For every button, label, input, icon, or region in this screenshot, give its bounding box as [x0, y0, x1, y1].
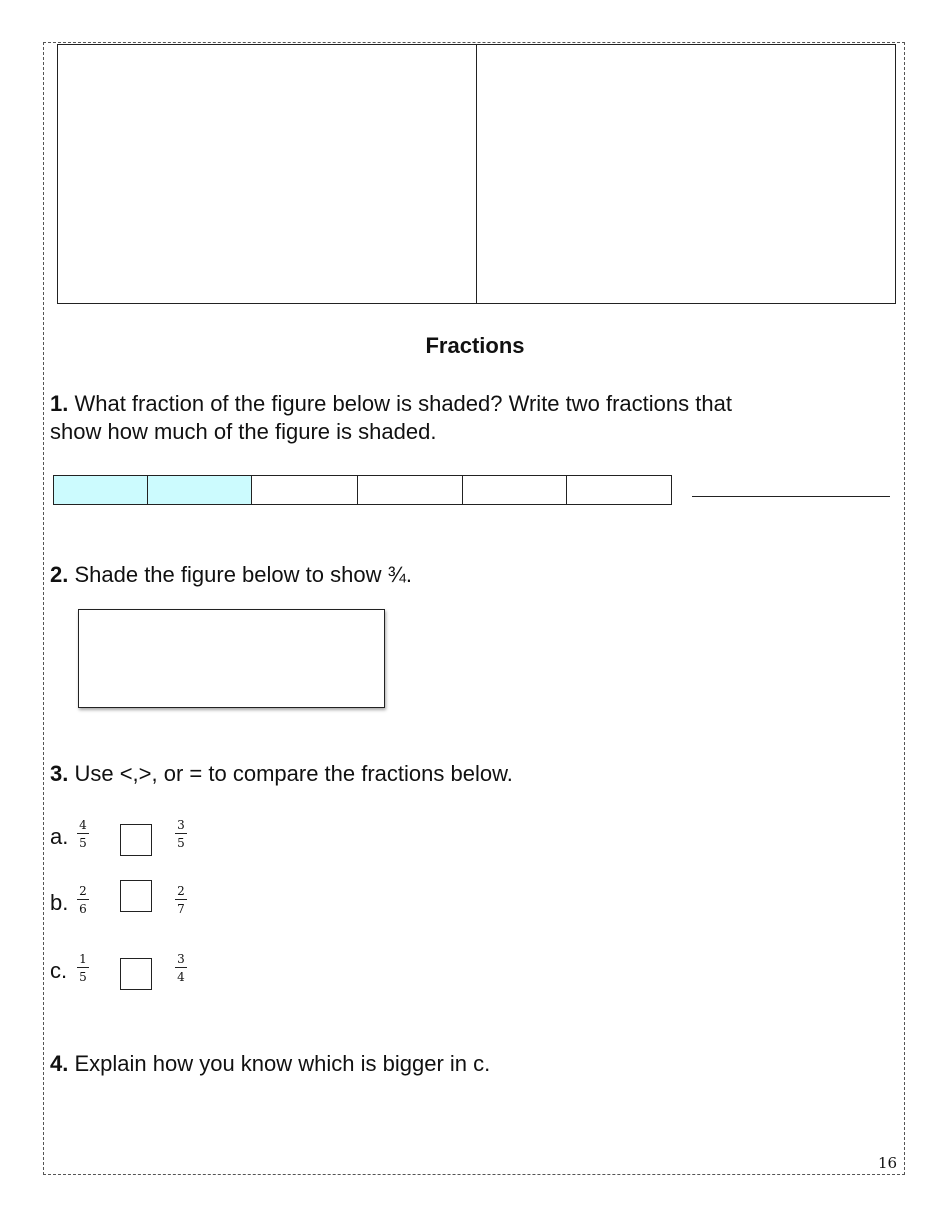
question-2-text: Shade the figure below to show ¾. [68, 562, 413, 587]
question-3-text: Use <,>, or = to compare the fractions below. [68, 761, 513, 786]
strip-part-shaded [147, 476, 252, 504]
fraction-strip [53, 475, 672, 505]
question-3 [50, 760, 513, 788]
question-1 [50, 390, 732, 446]
right-fraction [174, 884, 188, 916]
numerator: 2 [177, 884, 185, 898]
right-fraction [174, 952, 188, 984]
page-title: Fractions [425, 333, 525, 358]
denominator: 7 [177, 902, 185, 916]
answer-line[interactable] [692, 496, 890, 497]
numerator: 2 [79, 884, 87, 898]
question-3-number: 3. [50, 761, 69, 786]
strip-part-unshaded [251, 476, 357, 504]
right-fraction [174, 818, 188, 850]
left-fraction [76, 884, 90, 916]
numerator: 3 [177, 952, 185, 966]
numerator: 4 [79, 818, 87, 832]
question-4-text: Explain how you know which is bigger in c. [68, 1051, 491, 1076]
shade-rectangle[interactable] [78, 609, 385, 708]
numerator: 3 [177, 818, 185, 832]
compare-letter: b. [50, 890, 69, 915]
question-1-text: What fraction of the figure below is shaded? Write two fractions that [68, 391, 732, 416]
question-1-text-line2: show how much of the figure is shaded. [50, 419, 437, 444]
question-2 [50, 561, 412, 589]
question-1-number: 1. [50, 391, 69, 416]
denominator: 5 [177, 836, 185, 850]
page-number: 16 [878, 1154, 898, 1172]
compare-letter: c. [50, 958, 68, 983]
strip-part-unshaded [566, 476, 671, 504]
strip-part-shaded [54, 476, 147, 504]
compare-answer-box[interactable] [120, 880, 152, 912]
compare-answer-box[interactable] [120, 824, 152, 856]
left-fraction [76, 818, 90, 850]
numerator: 1 [79, 952, 87, 966]
answer-table-cell-right[interactable] [476, 45, 895, 303]
denominator: 5 [79, 836, 87, 850]
strip-part-unshaded [357, 476, 462, 504]
question-4-number: 4. [50, 1051, 69, 1076]
answer-table-cell-left[interactable] [58, 45, 476, 303]
question-4 [50, 1050, 490, 1078]
compare-letter: a. [50, 824, 69, 849]
denominator: 4 [177, 970, 185, 984]
left-fraction [76, 952, 90, 984]
answer-table [57, 44, 896, 304]
compare-answer-box[interactable] [120, 958, 152, 990]
denominator: 6 [79, 902, 87, 916]
question-2-number: 2. [50, 562, 69, 587]
strip-part-unshaded [462, 476, 567, 504]
denominator: 5 [79, 970, 87, 984]
